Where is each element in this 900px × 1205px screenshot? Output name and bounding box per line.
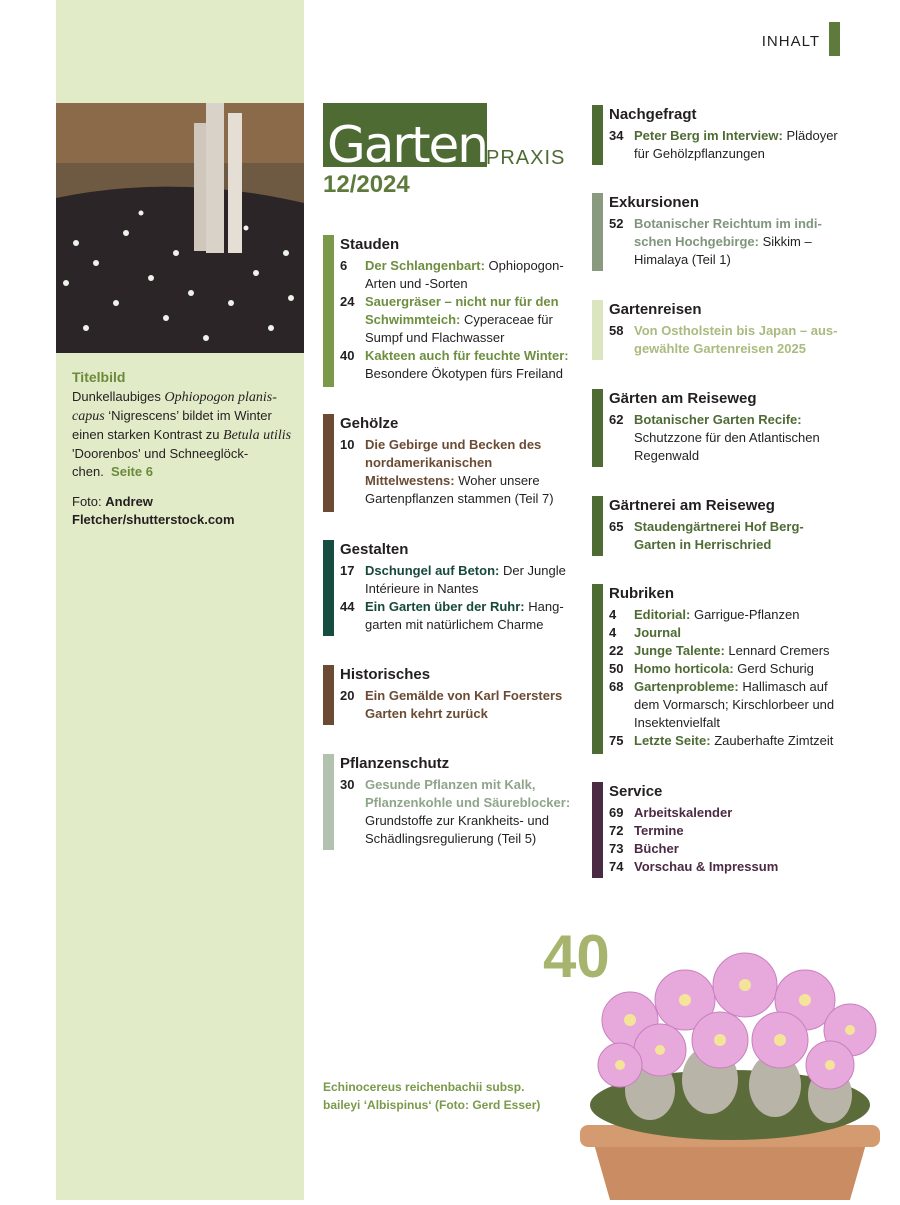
section-bar [592, 496, 603, 556]
feature-page-number: 40 [543, 923, 610, 990]
logo-praxis: PRAXIS [486, 147, 566, 169]
section-title: Service [609, 783, 663, 800]
toc-entry[interactable]: 17 Dschungel auf Beton: Der Jungle Intérieure in Nantes [340, 563, 566, 596]
toc-entry[interactable]: 4 Editorial: Garrigue-Pflanzen [609, 607, 800, 622]
section-marker [829, 22, 840, 56]
toc-entry[interactable]: 52 Botanischer Reichtum im indischen Hochgebirge: Sikkim – Himalaya (Teil 1) [609, 216, 822, 267]
section-bar [323, 235, 334, 387]
toc-entry[interactable]: 75 Letzte Seite: Zauberhafte Zimtzeit [609, 733, 834, 748]
toc-entry[interactable]: 73 Bücher [609, 841, 679, 856]
section-bar [592, 389, 603, 467]
section-historisches [323, 665, 573, 723]
section-exkursionen [592, 193, 842, 269]
section-title: Gärten am Reiseweg [609, 390, 757, 407]
section-gestalten [323, 540, 573, 634]
section-bar [323, 540, 334, 636]
issue-number: 12/2024 [323, 171, 410, 198]
toc-entry[interactable]: 24 Sauergräser – nicht nur für den Schwimmteich: Cyperaceae für Sumpf und Flachwasser [340, 294, 559, 345]
toc-entry[interactable]: 69 Arbeitskalender [609, 805, 733, 820]
toc-entry[interactable]: 20 Ein Gemälde von Karl Foersters Garten kehrt zurück [340, 688, 563, 721]
section-bar [592, 193, 603, 271]
section-title: Pflanzenschutz [340, 755, 450, 772]
section-bar [592, 584, 603, 754]
section-gehoelze [323, 414, 573, 508]
section-service [592, 782, 842, 876]
section-title: Gartenreisen [609, 301, 702, 318]
toc-entry[interactable]: 72 Termine [609, 823, 684, 838]
toc-entry[interactable]: 30 Gesunde Pflanzen mit Kalk, Pflanzenkohle und Säureblocker: Grundstoffe zur Krankheits- und Schädlingsregulierung (Teil 5) [340, 777, 571, 846]
toc-entry[interactable]: 44 Ein Garten über der Ruhr: Hanggarten mit natürlichem Charme [340, 599, 564, 632]
toc-entry[interactable]: 22 Junge Talente: Lennard Cremers [609, 643, 830, 658]
toc-entry[interactable]: 34 Peter Berg im Interview: Plädoyer für Gehölzpflanzungen [609, 128, 838, 161]
feature-caption: Echinocereus reichenbachii subsp. baileyi ‘Albispinus‘ (Foto: Gerd Esser) [323, 1080, 541, 1112]
section-title: Gärtnerei am Reiseweg [609, 497, 775, 514]
section-gaertnerei-am-reiseweg [592, 496, 842, 554]
section-gaerten-am-reiseweg [592, 389, 842, 465]
section-pflanzenschutz [323, 754, 573, 848]
section-bar [323, 414, 334, 512]
section-nachgefragt [592, 105, 842, 163]
cactus-pot-photo [560, 930, 900, 1200]
section-title: Rubriken [609, 585, 675, 602]
cover-page-ref: Seite 6 [111, 464, 153, 479]
toc-entry[interactable]: 4 Journal [609, 625, 681, 640]
section-rubriken [592, 584, 842, 750]
toc-entry[interactable]: 6 Der Schlangenbart: Ophiopogon-Arten und -Sorten [340, 258, 564, 291]
cover-caption-text: Dunkellaubiges Ophiopogon planiscapus ‘Nigrescens’ bildet im Winter einen starken Kontrast zu Betula utilis 'Doorenbos' und Schneeglöckchen. Seite 6 [72, 389, 292, 479]
section-title: Historisches [340, 666, 431, 683]
cover-photo [56, 103, 304, 353]
section-title: Gestalten [340, 541, 409, 558]
section-gartenreisen [592, 300, 842, 358]
section-bar [592, 105, 603, 165]
toc-entry[interactable]: 62 Botanischer Garten Recife: Schutzzone für den Atlantischen Regenwald [609, 412, 820, 463]
toc-entry[interactable]: 50 Homo horticola: Gerd Schurig [609, 661, 814, 676]
cover-caption [72, 368, 294, 529]
section-title: Stauden [340, 236, 400, 253]
logo-garten: Garten [327, 116, 487, 174]
section-title: Gehölze [340, 415, 399, 432]
magazine-logo [323, 103, 566, 203]
toc-entry[interactable]: 40 Kakteen auch für feuchte Winter: Besondere Ökotypen fürs Freiland [340, 348, 569, 381]
toc-entry[interactable]: 74 Vorschau & Impressum [609, 859, 779, 874]
section-bar [323, 665, 334, 725]
section-title: Exkursionen [609, 194, 700, 211]
page-section-label: INHALT [761, 33, 820, 50]
cover-photo-credit: Foto: Andrew Fletcher/shutterstock.com [72, 494, 235, 527]
toc-entry[interactable]: 10 Die Gebirge und Becken des nordamerikanischen Mittelwestens: Woher unsere Gartenpflanzen stammen (Teil 7) [340, 437, 554, 506]
toc-entry[interactable]: 65 Staudengärtnerei Hof Berg-Garten in Herrischried [609, 519, 804, 552]
toc-entry[interactable]: 68 Gartenprobleme: Hallimasch auf dem Vormarsch; Kirschlorbeer und Insektenvielfalt [609, 679, 835, 730]
section-bar [592, 300, 603, 360]
section-bar [592, 782, 603, 878]
cover-caption-title: Titelbild [72, 369, 126, 385]
section-bar [323, 754, 334, 850]
section-title: Nachgefragt [609, 106, 697, 123]
toc-entry[interactable]: 58 Von Ostholstein bis Japan – ausgewählte Gartenreisen 2025 [609, 323, 838, 356]
section-stauden [323, 235, 573, 383]
